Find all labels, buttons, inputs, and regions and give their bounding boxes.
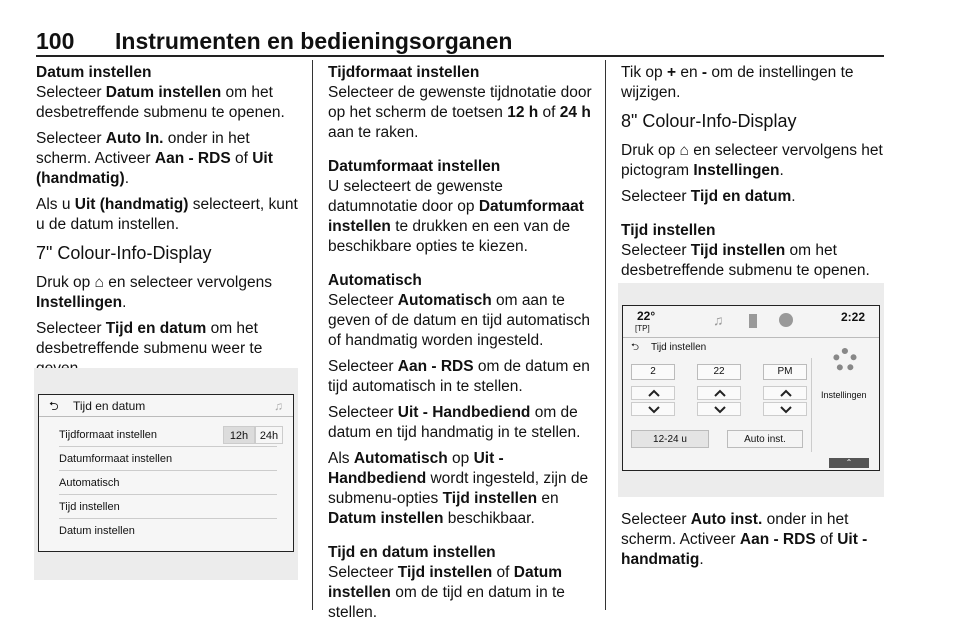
section-heading: Datumformaat instellen [328, 158, 501, 175]
paragraph: Als u Uit (handmatig) selecteert, kunt u de datum instellen. [36, 196, 298, 233]
clock-readout: 2:22 [840, 310, 865, 324]
display-title: Tijd en datum [73, 399, 146, 413]
paragraph: Selecteer Tijd instellen om het desbetreffende submenu te openen. [621, 242, 870, 279]
display-frame [38, 394, 294, 552]
12-24-toggle[interactable]: 12-24 u [631, 430, 709, 448]
section-heading: 8" Colour-Info-Display [621, 111, 797, 131]
column-divider [605, 60, 606, 610]
paragraph: Selecteer Automatisch om aan te geven of de datum en tijd automatisch of handmatig worden ingesteld. [328, 292, 590, 349]
paragraph: Selecteer Tijd en datum. [621, 188, 796, 205]
minute-up-button[interactable] [697, 386, 741, 400]
menu-row[interactable]: Tijdformaat instellen 12h 24h [59, 423, 277, 447]
settings-label[interactable]: Instellingen [821, 390, 867, 400]
paragraph: Als Automatisch op Uit - Handbediend wordt ingesteld, zijn de submenu-opties Tijd instellen en Datum instellen beschikbaar. [328, 450, 589, 527]
paragraph: U selecteert de gewenste datumnotatie door op Datumformaat instellen te drukken en een van de beschikbare opties te kiezen. [328, 178, 584, 255]
paragraph: Selecteer de gewenste tijdnotatie door op het scherm de toetsen 12 h of 24 h aan te raken. [328, 84, 592, 141]
page-number: 100 [36, 28, 75, 54]
ampm-down-button[interactable] [763, 402, 807, 416]
display-screenshot-8inch [618, 283, 884, 497]
paragraph: Selecteer Tijd en datum om het desbetreffende submenu weer te [36, 320, 263, 357]
music-icon[interactable]: ♫ [713, 312, 724, 328]
minute-field[interactable]: 22 [697, 364, 741, 380]
page-title: Instrumenten en bedieningsorganen [115, 28, 513, 54]
section-heading: Tijd instellen [621, 222, 716, 239]
12h-button[interactable]: 12h [223, 426, 255, 444]
hour-field[interactable]: 2 [631, 364, 675, 380]
column-divider [312, 60, 313, 610]
home-icon: ⌂ [94, 274, 104, 291]
paragraph: Tik op + en - om de instellingen te wijzigen. [621, 64, 854, 101]
home-icon: ⌂ [679, 142, 689, 159]
hour-down-button[interactable] [631, 402, 675, 416]
tp-indicator: [TP] [635, 324, 650, 333]
chevron-up-icon [698, 387, 742, 401]
ampm-field[interactable]: PM [763, 364, 807, 380]
menu-row[interactable]: Tijd instellen [59, 495, 277, 519]
chevron-down-icon [698, 403, 742, 417]
paragraph: Selecteer Aan - RDS om de datum en tijd automatisch in te stellen. [328, 358, 590, 395]
paragraph: Selecteer Auto inst. onder in het scherm. Activeer Aan - RDS of Uit - handmatig. [621, 511, 868, 568]
apps-icon[interactable] [779, 313, 793, 327]
paragraph: Selecteer Datum instellen om het desbetreffende submenu te openen. [36, 84, 285, 121]
chevron-up-icon [632, 387, 676, 401]
phone-icon[interactable] [749, 314, 757, 328]
submenu-title-bar [623, 339, 823, 357]
section-heading: Tijd en datum instellen [328, 544, 496, 561]
section-heading: Tijdformaat instellen [328, 64, 480, 81]
paragraph: Selecteer Uit - Handbediend om de datum en tijd handmatig in te stellen. [328, 404, 581, 441]
column-3 [621, 63, 889, 287]
hour-up-button[interactable] [631, 386, 675, 400]
back-arrow-icon[interactable]: ⮌ [49, 399, 59, 413]
paragraph: Selecteer Auto In. onder in het scherm. Activeer Aan - RDS of Uit (handmatig). [36, 130, 273, 187]
section-heading: Automatisch [328, 272, 422, 289]
section-heading: Datum instellen [36, 64, 152, 81]
chevron-down-icon [632, 403, 676, 417]
column-2 [328, 63, 596, 629]
24h-button[interactable]: 24h [255, 426, 283, 444]
collapse-button[interactable]: ⌃ [829, 458, 869, 468]
auto-inst-button[interactable]: Auto inst. [727, 430, 803, 448]
minute-down-button[interactable] [697, 402, 741, 416]
paragraph: Druk op ⌂ en selecteer vervolgens het pictogram Instellingen. [621, 142, 883, 179]
section-heading: 7" Colour-Info-Display [36, 243, 212, 263]
chevron-up-icon [764, 387, 808, 401]
column-1 [36, 63, 304, 385]
display-frame [622, 305, 880, 471]
temperature-readout: 22° [637, 309, 656, 323]
paragraph: Druk op ⌂ en selecteer vervolgens Instellingen. [36, 274, 272, 311]
header-rule [36, 55, 884, 57]
column-3-bottom [621, 510, 889, 576]
gear-icon[interactable] [833, 348, 857, 372]
menu-row[interactable]: Datumformaat instellen [59, 447, 277, 471]
display-title-bar [39, 395, 293, 417]
status-bar [623, 306, 879, 338]
menu-row[interactable]: Automatisch [59, 471, 277, 495]
display-screenshot-7inch [34, 368, 298, 580]
back-arrow-icon[interactable]: ⮌ [631, 342, 640, 353]
divider [811, 358, 812, 452]
paragraph: Selecteer Tijd instellen of Datum instellen om de tijd en datum in te stellen. [328, 564, 565, 621]
ampm-up-button[interactable] [763, 386, 807, 400]
submenu-title: Tijd instellen [651, 342, 707, 353]
chevron-down-icon [764, 403, 808, 417]
music-note-icon: ♫ [274, 399, 283, 413]
menu-row[interactable]: Datum instellen [59, 525, 135, 537]
